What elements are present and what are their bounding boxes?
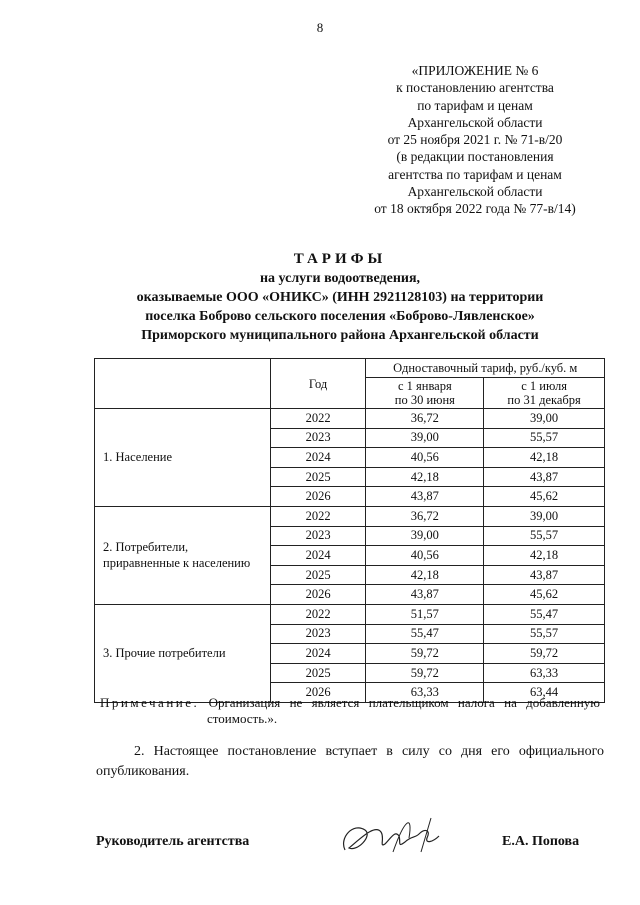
year-cell: 2024 (270, 546, 366, 566)
note-text-2: стоимость.». (207, 711, 278, 726)
category-label: 3. Прочие потребители (103, 646, 226, 661)
title-line: оказываемые ООО «ОНИКС» (ИНН 2921128103) на территории (136, 290, 544, 305)
paragraph-line-1: 2. Настоящее постановление вступает в силу со дня его официального (134, 744, 604, 759)
category-label: 1. Население (103, 450, 173, 465)
header-period-1 (366, 378, 484, 409)
tariff-period-1-cell: 40,56 (366, 448, 484, 468)
year-cell: 2026 (270, 585, 366, 605)
year-cell: 2023 (270, 624, 366, 644)
header-year: Год (270, 359, 366, 409)
tariff-period-2-cell: 63,33 (484, 663, 605, 683)
title-line: Приморского муниципального района Архангельской области (141, 328, 539, 343)
tariff-period-1-cell: 42,18 (366, 467, 484, 487)
appendix-line: Архангельской области (407, 184, 543, 200)
year-cell: 2022 (270, 506, 366, 526)
year-cell: 2023 (270, 526, 366, 546)
signatory-name: Е.А. Попова (502, 834, 580, 849)
title-main: ТАРИФЫ (293, 251, 387, 267)
year-cell: 2022 (270, 604, 366, 624)
year-cell: 2025 (270, 663, 366, 683)
tariff-period-1-cell: 59,72 (366, 663, 484, 683)
table-row (95, 409, 605, 429)
year-cell: 2026 (270, 683, 366, 703)
appendix-line: от 25 ноября 2021 г. № 71-в/20 (387, 132, 563, 148)
year-cell: 2022 (270, 409, 366, 429)
category-label-continued: приравненные к населению (103, 556, 251, 571)
note-text-1: Организация не является плательщиком налога на добавленную (208, 695, 600, 710)
appendix-header (330, 62, 620, 218)
table-row (95, 604, 605, 624)
category-label: 2. Потребители, (103, 540, 189, 555)
appendix-line: (в редакции постановления (396, 149, 554, 165)
year-cell: 2024 (270, 448, 366, 468)
tariff-period-1-cell: 43,87 (366, 585, 484, 605)
tariff-period-1-cell: 36,72 (366, 409, 484, 429)
tariff-period-2-cell: 55,57 (484, 526, 605, 546)
tariff-period-2-cell: 45,62 (484, 585, 605, 605)
appendix-line: агентства по тарифам и ценам (388, 166, 562, 182)
paragraph-2 (96, 742, 604, 782)
header-category (95, 359, 271, 409)
note (100, 695, 600, 727)
year-cell: 2025 (270, 565, 366, 585)
category-cell (95, 506, 271, 604)
tariff-period-2-cell: 63,44 (484, 683, 605, 703)
tariff-period-1-cell: 36,72 (366, 506, 484, 526)
tariff-period-2-cell: 55,47 (484, 604, 605, 624)
header-period-2 (484, 378, 605, 409)
tariff-table (94, 358, 605, 703)
title-line: поселка Боброво сельского поселения «Боброво-Лявленское» (145, 309, 535, 324)
page-number: 8 (316, 20, 324, 35)
tariff-period-2-cell: 43,87 (484, 565, 605, 585)
tariff-period-1-cell: 40,56 (366, 546, 484, 566)
header-period-2-line2: по 31 декабря (507, 393, 581, 407)
paragraph-line-2: опубликования. (96, 764, 190, 779)
tariff-period-2-cell: 59,72 (484, 644, 605, 664)
tariff-table-body (95, 409, 605, 703)
tariff-period-2-cell: 43,87 (484, 467, 605, 487)
tariff-period-2-cell: 55,57 (484, 624, 605, 644)
tariff-period-2-cell: 39,00 (484, 409, 605, 429)
document-title (60, 250, 620, 345)
header-period-1-line2: по 30 июня (394, 393, 455, 407)
note-label: Примечание. (100, 695, 200, 710)
tariff-period-1-cell: 63,33 (366, 683, 484, 703)
category-cell (95, 409, 271, 507)
tariff-period-2-cell: 42,18 (484, 448, 605, 468)
table-row (95, 506, 605, 526)
year-cell: 2026 (270, 487, 366, 507)
year-cell: 2023 (270, 428, 366, 448)
year-cell: 2025 (270, 467, 366, 487)
title-line: на услуги водоотведения, (259, 271, 421, 286)
appendix-line: к постановлению агентства (396, 80, 554, 96)
signatory-role: Руководитель агентства (96, 834, 250, 849)
year-cell: 2024 (270, 644, 366, 664)
appendix-line: от 18 октября 2022 года № 77-в/14) (374, 201, 576, 217)
tariff-period-1-cell: 59,72 (366, 644, 484, 664)
header-tariff: Одноставочный тариф, руб./куб. м (366, 359, 605, 378)
tariff-period-1-cell: 55,47 (366, 624, 484, 644)
appendix-line: «ПРИЛОЖЕНИЕ № 6 (411, 63, 539, 78)
note-line-1 (100, 695, 600, 711)
appendix-line: по тарифам и ценам (417, 97, 533, 113)
header-period-1-line1: с 1 января (397, 379, 452, 393)
tariff-period-2-cell: 55,57 (484, 428, 605, 448)
tariff-period-2-cell: 39,00 (484, 506, 605, 526)
tariff-period-1-cell: 43,87 (366, 487, 484, 507)
tariff-period-2-cell: 42,18 (484, 546, 605, 566)
header-period-2-line1: с 1 июля (521, 379, 567, 393)
tariff-period-1-cell: 39,00 (366, 526, 484, 546)
tariff-period-2-cell: 45,62 (484, 487, 605, 507)
tariff-period-1-cell: 51,57 (366, 604, 484, 624)
appendix-line: Архангельской области (407, 114, 543, 130)
tariff-period-1-cell: 39,00 (366, 428, 484, 448)
tariff-period-1-cell: 42,18 (366, 565, 484, 585)
handwritten-signature (335, 808, 455, 868)
category-cell (95, 604, 271, 702)
